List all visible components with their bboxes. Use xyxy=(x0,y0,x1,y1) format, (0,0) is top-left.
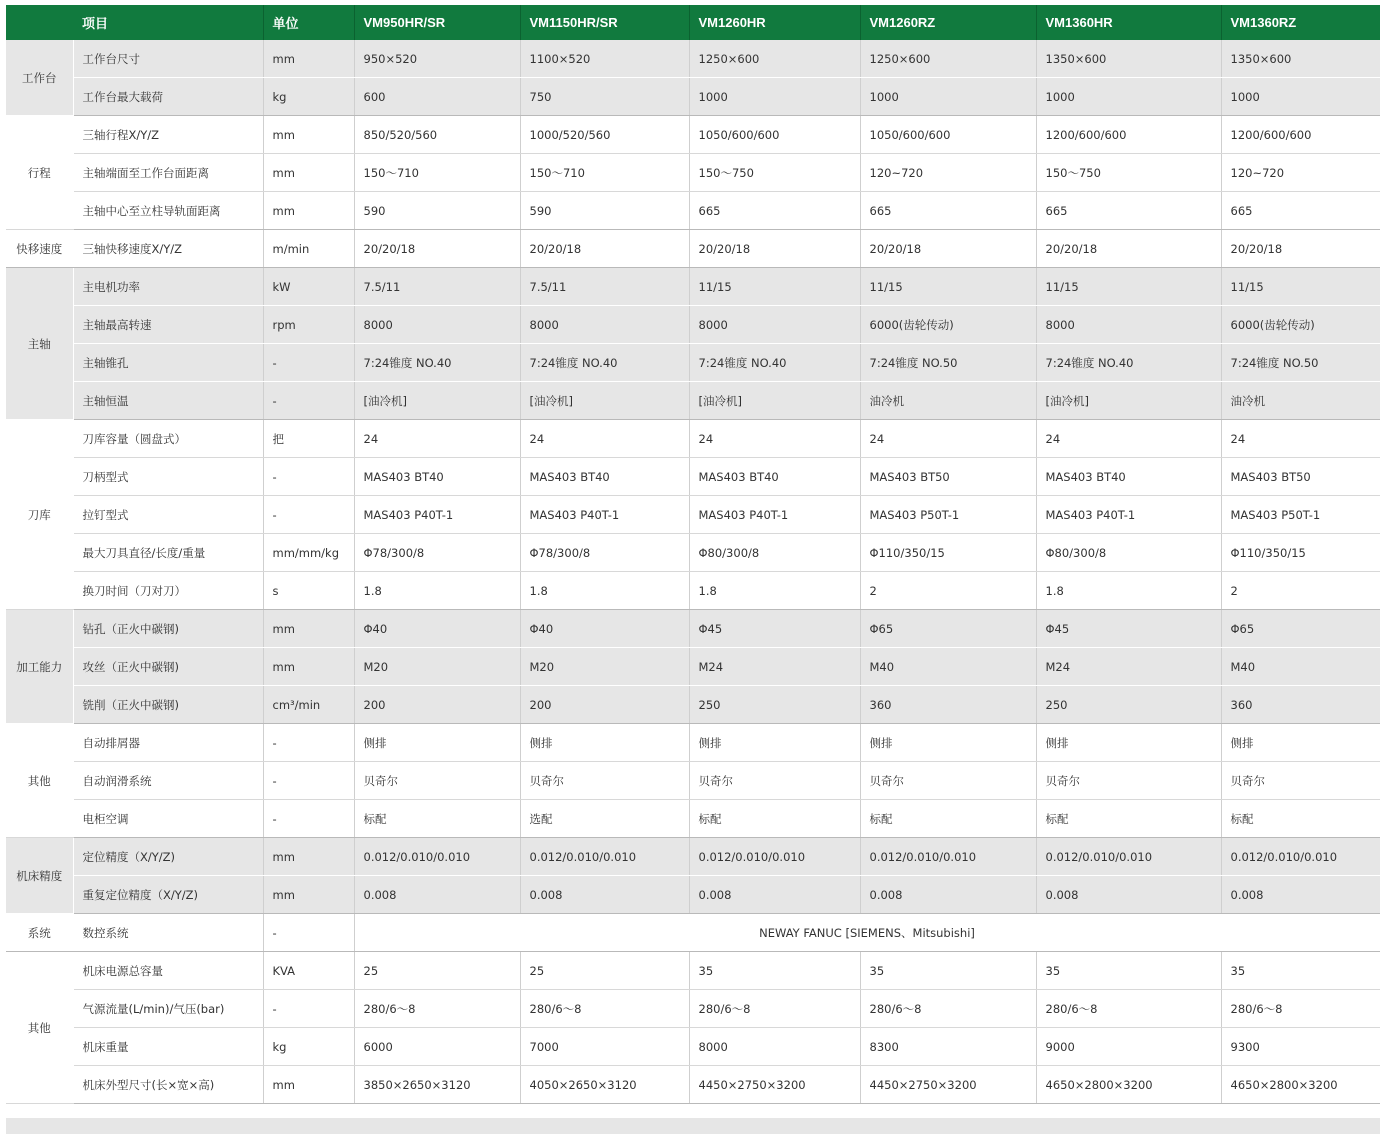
value-cell: Φ65 xyxy=(1221,610,1380,648)
value-cell: M20 xyxy=(354,648,520,686)
item-cell: 主轴中心至立柱导轨面距离 xyxy=(73,192,263,230)
table-row xyxy=(6,230,1380,268)
unit-cell: - xyxy=(263,914,354,952)
value-cell: 590 xyxy=(520,192,689,230)
value-cell: MAS403 BT40 xyxy=(520,458,689,496)
value-cell: [油冷机] xyxy=(689,382,860,420)
value-cell: 120~720 xyxy=(1221,154,1380,192)
table-row xyxy=(6,382,1380,420)
value-cell: Φ40 xyxy=(354,610,520,648)
value-cell: 1050/600/600 xyxy=(860,116,1036,154)
bottom-bar xyxy=(6,1118,1380,1134)
item-cell: 自动排屑器 xyxy=(73,724,263,762)
value-cell: MAS403 BT40 xyxy=(1036,458,1221,496)
value-cell: 1000 xyxy=(1221,78,1380,116)
value-cell: [油冷机] xyxy=(520,382,689,420)
item-cell: 主轴端面至工作台面距离 xyxy=(73,154,263,192)
table-row xyxy=(6,648,1380,686)
table-row xyxy=(6,724,1380,762)
value-cell: 侧排 xyxy=(860,724,1036,762)
value-cell: 1350×600 xyxy=(1036,40,1221,78)
value-cell: 20/20/18 xyxy=(520,230,689,268)
value-cell: 1100×520 xyxy=(520,40,689,78)
value-cell: 1.8 xyxy=(1036,572,1221,610)
unit-cell: - xyxy=(263,800,354,838)
value-cell: 24 xyxy=(520,420,689,458)
value-cell: Φ65 xyxy=(860,610,1036,648)
item-cell: 攻丝（正火中碳钢) xyxy=(73,648,263,686)
value-cell: 35 xyxy=(860,952,1036,990)
unit-cell: KVA xyxy=(263,952,354,990)
value-cell: 120~720 xyxy=(860,154,1036,192)
value-cell: 35 xyxy=(689,952,860,990)
value-cell: 0.012/0.010/0.010 xyxy=(520,838,689,876)
item-cell: 机床外型尺寸(长×宽×高) xyxy=(73,1066,263,1104)
value-cell: 贝奇尔 xyxy=(354,762,520,800)
category-cell: 其他 xyxy=(6,952,73,1104)
value-cell: 3850×2650×3120 xyxy=(354,1066,520,1104)
header-cell-category xyxy=(6,5,73,40)
value-cell: 7000 xyxy=(520,1028,689,1066)
table-row xyxy=(6,344,1380,382)
value-cell: 8000 xyxy=(354,306,520,344)
value-cell: 24 xyxy=(1221,420,1380,458)
value-cell: 1.8 xyxy=(689,572,860,610)
value-cell: 590 xyxy=(354,192,520,230)
unit-cell: mm xyxy=(263,648,354,686)
value-cell: 1.8 xyxy=(354,572,520,610)
value-cell: MAS403 P40T-1 xyxy=(520,496,689,534)
value-cell: 4450×2750×3200 xyxy=(860,1066,1036,1104)
item-cell: 气源流量(L/min)/气压(bar) xyxy=(73,990,263,1028)
table-row xyxy=(6,952,1380,990)
item-cell: 机床电源总容量 xyxy=(73,952,263,990)
table-row xyxy=(6,306,1380,344)
table-row xyxy=(6,914,1380,952)
table-row xyxy=(6,78,1380,116)
value-cell: 标配 xyxy=(1036,800,1221,838)
value-cell: 7:24锥度 NO.50 xyxy=(1221,344,1380,382)
value-cell: 贝奇尔 xyxy=(689,762,860,800)
value-cell: 150～710 xyxy=(354,154,520,192)
value-cell: 750 xyxy=(520,78,689,116)
value-cell: MAS403 BT50 xyxy=(860,458,1036,496)
header-cell-unit: 单位 xyxy=(263,5,354,40)
table-row xyxy=(6,40,1380,78)
unit-cell: - xyxy=(263,496,354,534)
value-cell: 4650×2800×3200 xyxy=(1221,1066,1380,1104)
unit-cell: m/min xyxy=(263,230,354,268)
value-cell: 665 xyxy=(689,192,860,230)
category-cell: 加工能力 xyxy=(6,610,73,724)
value-cell: 6000 xyxy=(354,1028,520,1066)
unit-cell: mm xyxy=(263,610,354,648)
value-cell: 4450×2750×3200 xyxy=(689,1066,860,1104)
category-cell: 系统 xyxy=(6,914,73,952)
table-row xyxy=(6,534,1380,572)
value-cell: 1000/520/560 xyxy=(520,116,689,154)
value-cell: [油冷机] xyxy=(1036,382,1221,420)
item-cell: 主轴恒温 xyxy=(73,382,263,420)
value-cell: 360 xyxy=(860,686,1036,724)
value-cell: 0.008 xyxy=(354,876,520,914)
unit-cell: - xyxy=(263,762,354,800)
value-cell: 280/6～8 xyxy=(689,990,860,1028)
value-cell: 0.012/0.010/0.010 xyxy=(1036,838,1221,876)
value-cell: MAS403 P50T-1 xyxy=(1221,496,1380,534)
value-cell: 油冷机 xyxy=(1221,382,1380,420)
value-cell: 11/15 xyxy=(1036,268,1221,306)
value-cell: Φ40 xyxy=(520,610,689,648)
unit-cell: mm xyxy=(263,40,354,78)
item-cell: 主轴锥孔 xyxy=(73,344,263,382)
unit-cell: mm xyxy=(263,876,354,914)
value-cell: 油冷机 xyxy=(860,382,1036,420)
value-cell: 0.012/0.010/0.010 xyxy=(689,838,860,876)
value-cell: 665 xyxy=(1221,192,1380,230)
value-cell: 7:24锥度 NO.40 xyxy=(689,344,860,382)
category-cell: 其他 xyxy=(6,724,73,838)
table-row xyxy=(6,762,1380,800)
value-cell: 6000(齿轮传动) xyxy=(860,306,1036,344)
item-cell: 铣削（正火中碳钢) xyxy=(73,686,263,724)
value-cell: M20 xyxy=(520,648,689,686)
unit-cell: mm xyxy=(263,154,354,192)
value-cell: 1000 xyxy=(1036,78,1221,116)
table-row xyxy=(6,610,1380,648)
value-cell: 20/20/18 xyxy=(354,230,520,268)
table-row xyxy=(6,458,1380,496)
item-cell: 机床重量 xyxy=(73,1028,263,1066)
category-cell: 快移速度 xyxy=(6,230,73,268)
value-cell: MAS403 P40T-1 xyxy=(689,496,860,534)
table-row xyxy=(6,268,1380,306)
value-cell: 7:24锥度 NO.40 xyxy=(354,344,520,382)
table-row xyxy=(6,1066,1380,1104)
item-cell: 定位精度（X/Y/Z) xyxy=(73,838,263,876)
item-cell: 工作台尺寸 xyxy=(73,40,263,78)
value-cell: 贝奇尔 xyxy=(1221,762,1380,800)
header-cell-model: VM1260HR xyxy=(689,5,860,40)
value-cell: 标配 xyxy=(860,800,1036,838)
header-cell-model: VM1360RZ xyxy=(1221,5,1380,40)
value-cell: 280/6～8 xyxy=(1036,990,1221,1028)
category-cell: 工作台 xyxy=(6,40,73,116)
value-cell: 24 xyxy=(860,420,1036,458)
table-row xyxy=(6,154,1380,192)
table-row xyxy=(6,116,1380,154)
item-cell: 三轴快移速度X/Y/Z xyxy=(73,230,263,268)
item-cell: 刀库容量（圆盘式） xyxy=(73,420,263,458)
value-cell: 850/520/560 xyxy=(354,116,520,154)
item-cell: 主轴最高转速 xyxy=(73,306,263,344)
value-cell: 8000 xyxy=(520,306,689,344)
unit-cell: 把 xyxy=(263,420,354,458)
unit-cell: cm³/min xyxy=(263,686,354,724)
spec-table xyxy=(6,5,1380,1104)
value-cell: 选配 xyxy=(520,800,689,838)
unit-cell: - xyxy=(263,382,354,420)
item-cell: 数控系统 xyxy=(73,914,263,952)
value-cell: 标配 xyxy=(689,800,860,838)
value-cell: 7.5/11 xyxy=(354,268,520,306)
item-cell: 电柜空调 xyxy=(73,800,263,838)
value-cell: 360 xyxy=(1221,686,1380,724)
header-row xyxy=(6,5,1380,40)
value-cell: 贝奇尔 xyxy=(1036,762,1221,800)
unit-cell: s xyxy=(263,572,354,610)
value-cell: 25 xyxy=(354,952,520,990)
value-cell: 7.5/11 xyxy=(520,268,689,306)
value-cell: 1000 xyxy=(689,78,860,116)
value-cell: 4050×2650×3120 xyxy=(520,1066,689,1104)
unit-cell: - xyxy=(263,724,354,762)
value-cell: 150～750 xyxy=(1036,154,1221,192)
value-cell: MAS403 P40T-1 xyxy=(1036,496,1221,534)
value-cell: 250 xyxy=(1036,686,1221,724)
item-cell: 三轴行程X/Y/Z xyxy=(73,116,263,154)
value-cell: 24 xyxy=(689,420,860,458)
item-cell: 钻孔（正火中碳钢) xyxy=(73,610,263,648)
value-cell: MAS403 BT40 xyxy=(354,458,520,496)
value-cell: 11/15 xyxy=(860,268,1036,306)
value-cell: 侧排 xyxy=(354,724,520,762)
item-cell: 工作台最大载荷 xyxy=(73,78,263,116)
item-cell: 主电机功率 xyxy=(73,268,263,306)
value-cell: Φ78/300/8 xyxy=(520,534,689,572)
unit-cell: kg xyxy=(263,78,354,116)
value-cell: 2 xyxy=(1221,572,1380,610)
value-cell: 侧排 xyxy=(520,724,689,762)
value-cell: 1250×600 xyxy=(860,40,1036,78)
value-cell: 贝奇尔 xyxy=(860,762,1036,800)
header-cell-item: 项目 xyxy=(73,5,263,40)
value-cell: M40 xyxy=(860,648,1036,686)
category-cell: 行程 xyxy=(6,116,73,230)
value-cell: M40 xyxy=(1221,648,1380,686)
value-cell: 280/6～8 xyxy=(520,990,689,1028)
unit-cell: mm xyxy=(263,116,354,154)
table-row xyxy=(6,686,1380,724)
value-cell: 0.012/0.010/0.010 xyxy=(860,838,1036,876)
item-cell: 重复定位精度（X/Y/Z) xyxy=(73,876,263,914)
value-cell: 20/20/18 xyxy=(1036,230,1221,268)
value-cell: 665 xyxy=(860,192,1036,230)
unit-cell: mm xyxy=(263,838,354,876)
value-cell: 150～710 xyxy=(520,154,689,192)
table-row xyxy=(6,192,1380,230)
value-cell: Φ80/300/8 xyxy=(1036,534,1221,572)
value-cell: MAS403 P40T-1 xyxy=(354,496,520,534)
value-cell: 8000 xyxy=(689,1028,860,1066)
value-cell: 280/6～8 xyxy=(1221,990,1380,1028)
unit-cell: kW xyxy=(263,268,354,306)
value-cell: 7:24锥度 NO.40 xyxy=(1036,344,1221,382)
table-row xyxy=(6,1028,1380,1066)
value-cell: 6000(齿轮传动) xyxy=(1221,306,1380,344)
table-row xyxy=(6,496,1380,534)
value-cell: 11/15 xyxy=(1221,268,1380,306)
value-cell: 2 xyxy=(860,572,1036,610)
table-row xyxy=(6,876,1380,914)
header-cell-model: VM1150HR/SR xyxy=(520,5,689,40)
value-cell: 280/6～8 xyxy=(354,990,520,1028)
value-cell: Φ45 xyxy=(689,610,860,648)
value-cell: MAS403 BT40 xyxy=(689,458,860,496)
value-cell: 侧排 xyxy=(689,724,860,762)
unit-cell: mm xyxy=(263,1066,354,1104)
value-cell: 1350×600 xyxy=(1221,40,1380,78)
unit-cell: - xyxy=(263,344,354,382)
value-cell: MAS403 BT50 xyxy=(1221,458,1380,496)
value-cell: Φ80/300/8 xyxy=(689,534,860,572)
value-cell: Φ110/350/15 xyxy=(860,534,1036,572)
spec-table-body xyxy=(6,40,1380,1104)
value-cell: 250 xyxy=(689,686,860,724)
value-cell: 200 xyxy=(354,686,520,724)
value-cell: 侧排 xyxy=(1036,724,1221,762)
value-cell: 0.008 xyxy=(1036,876,1221,914)
value-cell: 20/20/18 xyxy=(689,230,860,268)
value-cell: 24 xyxy=(1036,420,1221,458)
table-row xyxy=(6,800,1380,838)
unit-cell: rpm xyxy=(263,306,354,344)
table-row xyxy=(6,838,1380,876)
value-cell: 280/6～8 xyxy=(860,990,1036,1028)
unit-cell: kg xyxy=(263,1028,354,1066)
value-cell: 950×520 xyxy=(354,40,520,78)
value-cell: 1200/600/600 xyxy=(1036,116,1221,154)
value-cell: 11/15 xyxy=(689,268,860,306)
value-cell: 0.008 xyxy=(860,876,1036,914)
table-row xyxy=(6,572,1380,610)
item-cell: 自动润滑系统 xyxy=(73,762,263,800)
value-cell: Φ45 xyxy=(1036,610,1221,648)
value-cell: 200 xyxy=(520,686,689,724)
value-cell: 9000 xyxy=(1036,1028,1221,1066)
value-cell: 20/20/18 xyxy=(1221,230,1380,268)
value-cell: 1050/600/600 xyxy=(689,116,860,154)
value-cell: 侧排 xyxy=(1221,724,1380,762)
value-cell: 8000 xyxy=(1036,306,1221,344)
header-cell-model: VM1260RZ xyxy=(860,5,1036,40)
value-cell: 0.008 xyxy=(1221,876,1380,914)
header-cell-model: VM1360HR xyxy=(1036,5,1221,40)
item-cell: 刀柄型式 xyxy=(73,458,263,496)
value-cell: 0.008 xyxy=(689,876,860,914)
unit-cell: mm/mm/kg xyxy=(263,534,354,572)
value-cell: 150～750 xyxy=(689,154,860,192)
value-cell: 8300 xyxy=(860,1028,1036,1066)
value-cell: 20/20/18 xyxy=(860,230,1036,268)
unit-cell: - xyxy=(263,458,354,496)
value-cell: 35 xyxy=(1036,952,1221,990)
value-cell: 1000 xyxy=(860,78,1036,116)
value-cell: 0.012/0.010/0.010 xyxy=(354,838,520,876)
table-row xyxy=(6,990,1380,1028)
value-cell: [油冷机] xyxy=(354,382,520,420)
header-cell-model: VM950HR/SR xyxy=(354,5,520,40)
merged-value-cell: NEWAY FANUC [SIEMENS、Mitsubishi] xyxy=(354,914,1380,952)
value-cell: 25 xyxy=(520,952,689,990)
category-cell: 主轴 xyxy=(6,268,73,420)
value-cell: 9300 xyxy=(1221,1028,1380,1066)
value-cell: 8000 xyxy=(689,306,860,344)
value-cell: 600 xyxy=(354,78,520,116)
value-cell: M24 xyxy=(689,648,860,686)
value-cell: Φ78/300/8 xyxy=(354,534,520,572)
value-cell: 665 xyxy=(1036,192,1221,230)
item-cell: 换刀时间（刀对刀） xyxy=(73,572,263,610)
value-cell: 7:24锥度 NO.40 xyxy=(520,344,689,382)
unit-cell: - xyxy=(263,990,354,1028)
value-cell: MAS403 P50T-1 xyxy=(860,496,1036,534)
value-cell: 贝奇尔 xyxy=(520,762,689,800)
category-cell: 刀库 xyxy=(6,420,73,610)
value-cell: 1250×600 xyxy=(689,40,860,78)
value-cell: 0.012/0.010/0.010 xyxy=(1221,838,1380,876)
value-cell: 35 xyxy=(1221,952,1380,990)
table-row xyxy=(6,420,1380,458)
category-cell: 机床精度 xyxy=(6,838,73,914)
value-cell: 7:24锥度 NO.50 xyxy=(860,344,1036,382)
item-cell: 拉钉型式 xyxy=(73,496,263,534)
value-cell: 4650×2800×3200 xyxy=(1036,1066,1221,1104)
value-cell: 24 xyxy=(354,420,520,458)
value-cell: 标配 xyxy=(1221,800,1380,838)
value-cell: 标配 xyxy=(354,800,520,838)
value-cell: Φ110/350/15 xyxy=(1221,534,1380,572)
unit-cell: mm xyxy=(263,192,354,230)
value-cell: 1200/600/600 xyxy=(1221,116,1380,154)
value-cell: M24 xyxy=(1036,648,1221,686)
value-cell: 0.008 xyxy=(520,876,689,914)
value-cell: 1.8 xyxy=(520,572,689,610)
item-cell: 最大刀具直径/长度/重量 xyxy=(73,534,263,572)
